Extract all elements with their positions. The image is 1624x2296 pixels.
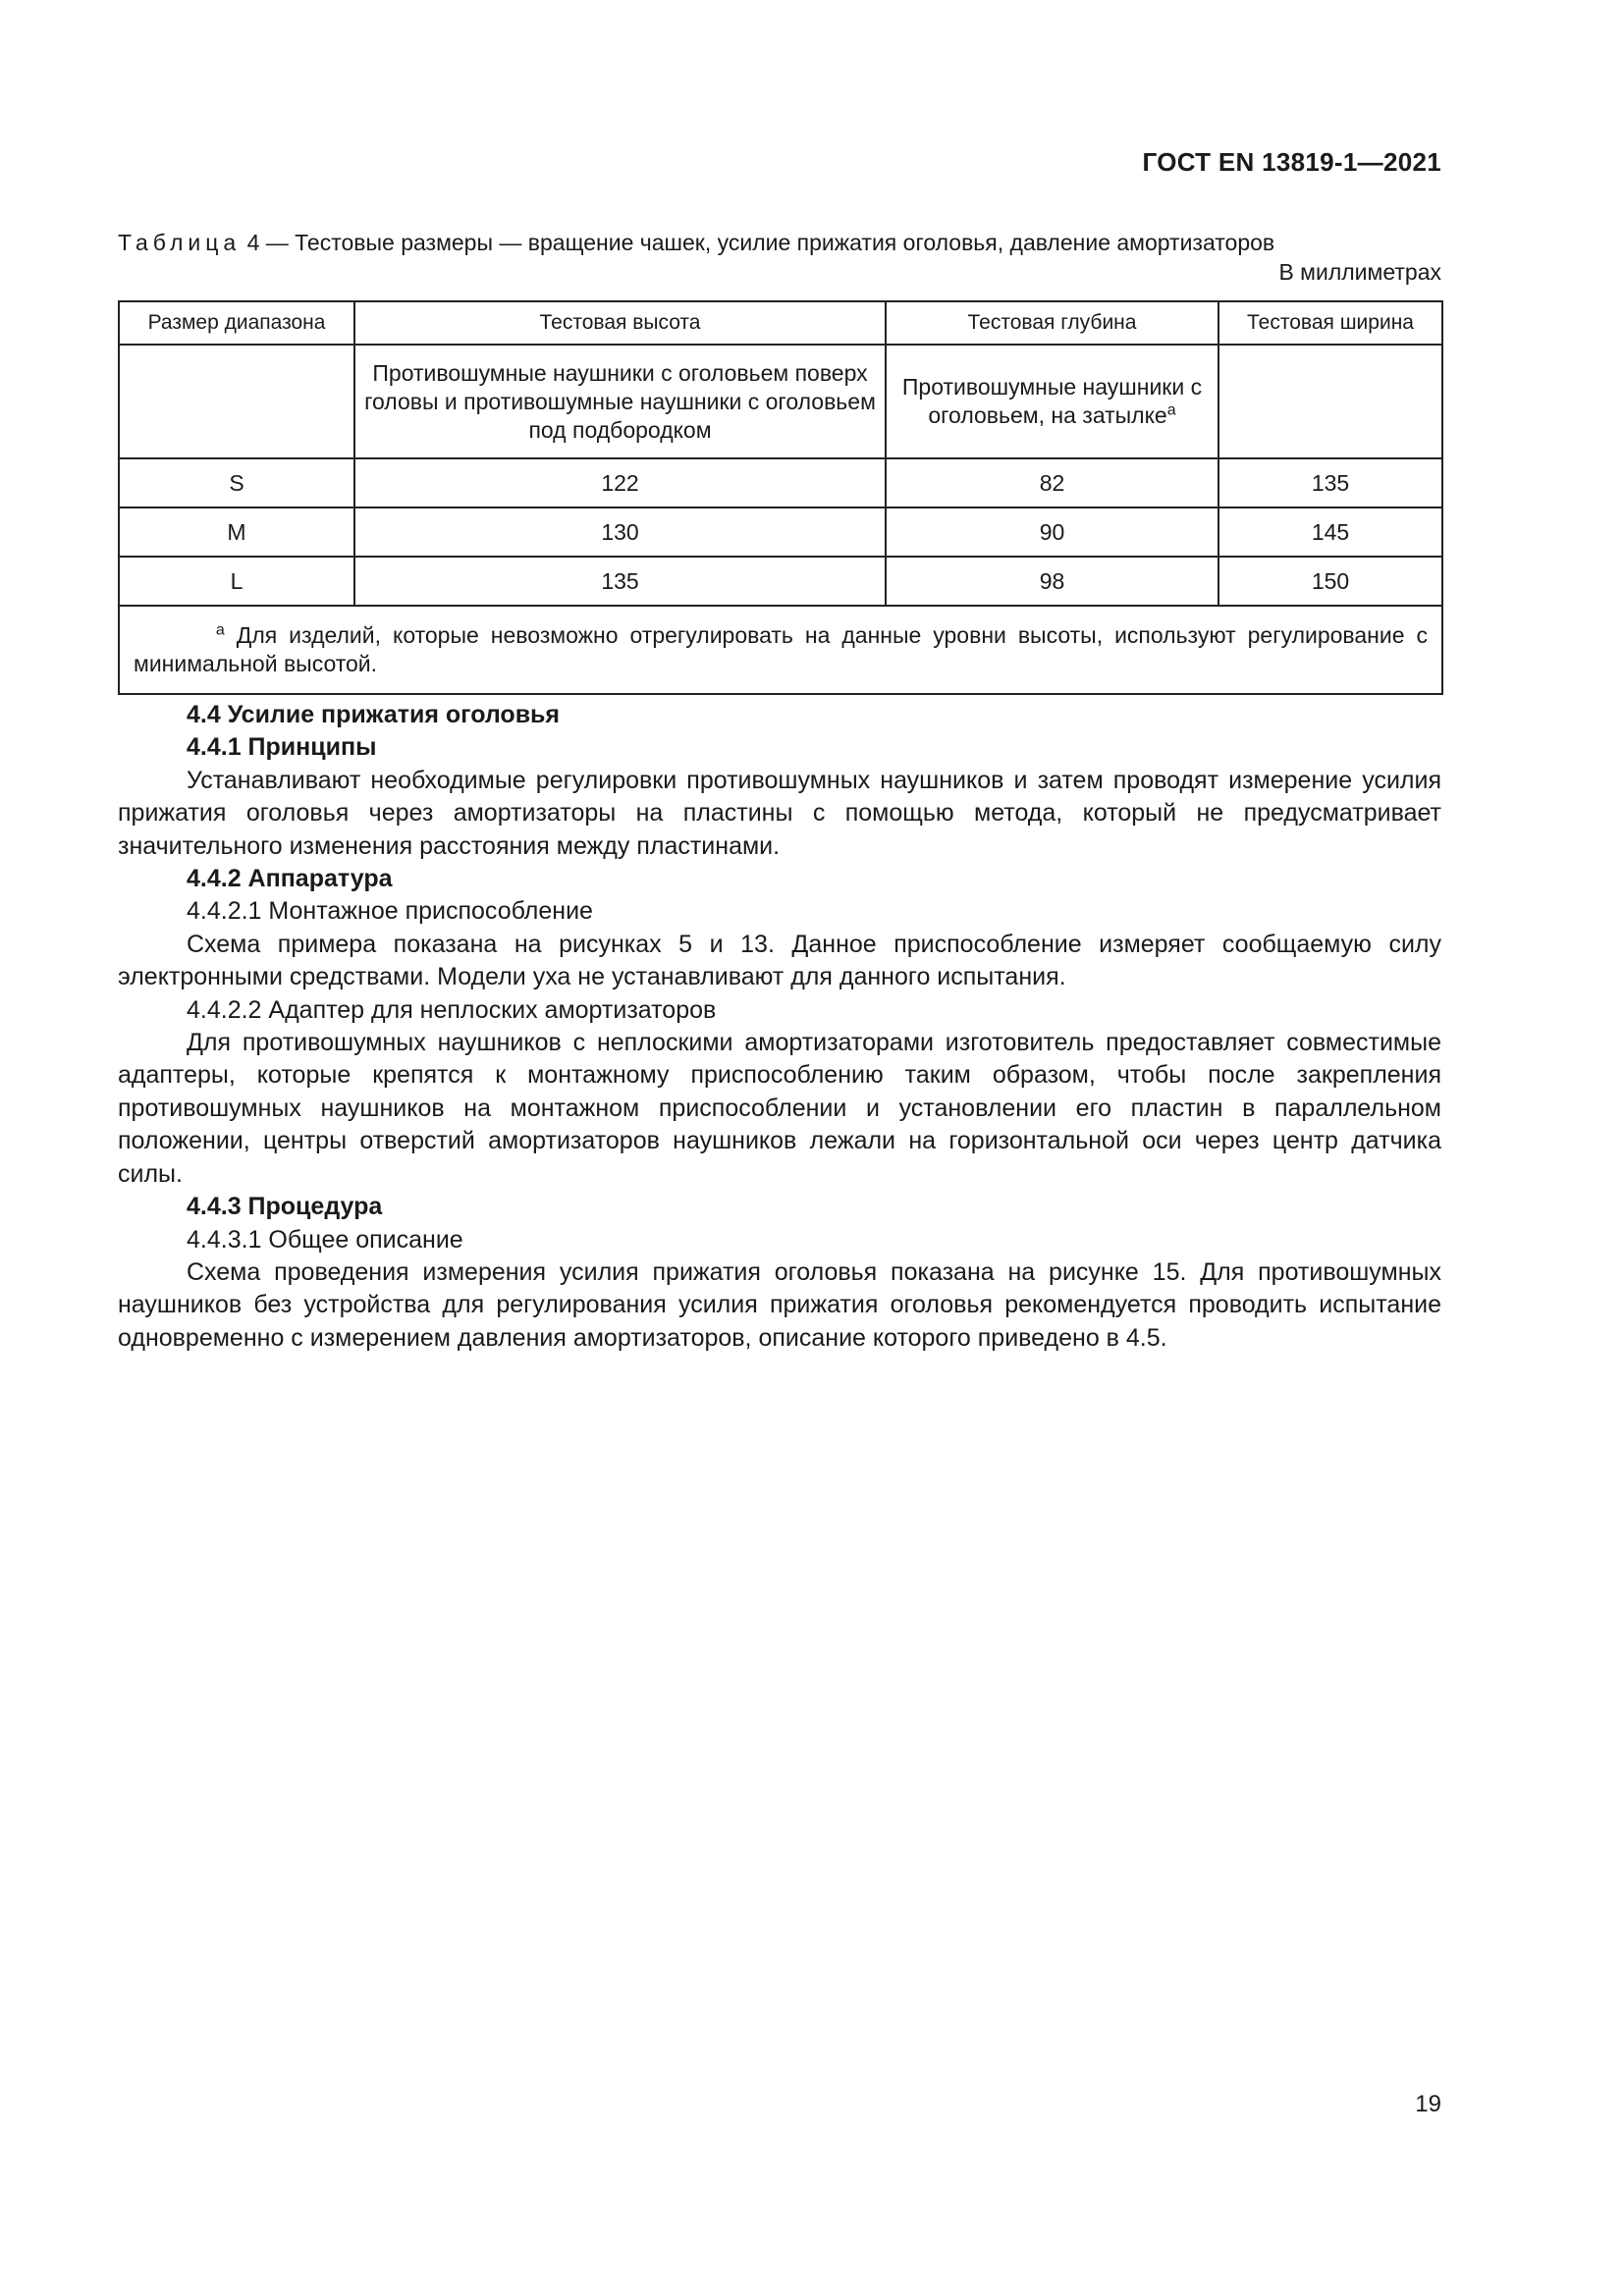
header-cell: Тестовая ширина <box>1218 301 1442 345</box>
header-cell: Тестовая глубина <box>886 301 1218 345</box>
header-cell: Тестовая высота <box>354 301 886 345</box>
table-cell: 135 <box>1218 458 1442 507</box>
document-code: ГОСТ EN 13819-1—2021 <box>1142 147 1441 177</box>
subheader-text: Противошумные наушники с оголовьем, на затылке <box>901 374 1203 428</box>
subheader-cell: Противошумные наушники с оголовьем поверх головы и противошумные наушники с оголовьем под подбородком <box>354 345 886 458</box>
header-cell: Размер диапазона <box>119 301 354 345</box>
paragraph: Устанавливают необходимые регулировки противошумных наушников и затем проводят измерение усилия прижатия оголовья через амортизаторы на пластины с помощью метода, который не предусматривает значительного изменения расстояния между пластинами. <box>118 766 1441 860</box>
table-footnote-row <box>119 606 1442 694</box>
subheader-cell <box>886 345 1218 458</box>
data-table <box>118 300 1443 695</box>
table-row <box>119 458 1442 507</box>
clause-heading: 4.4.2.1 Монтажное приспособление <box>187 897 593 926</box>
clause-heading: 4.4.2.2 Адаптер для неплоских амортизаторов <box>187 995 717 1024</box>
subheader-cell <box>1218 345 1442 458</box>
table-cell: 90 <box>886 507 1218 557</box>
table-caption <box>118 228 1441 287</box>
table-units: В миллиметрах <box>1278 259 1441 285</box>
table-cell: 130 <box>354 507 886 557</box>
table-cell: 150 <box>1218 557 1442 606</box>
table-footnote <box>119 606 1442 694</box>
footnote-marker: a <box>1166 401 1176 419</box>
footnote-text: Для изделий, которые невозможно отрегулировать на данные уровни высоты, используют регулирование с минимальной высотой. <box>134 622 1428 676</box>
table-cell: 98 <box>886 557 1218 606</box>
table-cell: S <box>119 458 354 507</box>
subsection-heading: 4.4.1 Принципы <box>187 733 377 762</box>
subheader-cell <box>119 345 354 458</box>
subsection-heading: 4.4.2 Аппаратура <box>187 865 393 893</box>
table-row <box>119 507 1442 557</box>
subsection-heading: 4.4.3 Процедура <box>187 1193 383 1221</box>
paragraph: Схема проведения измерения усилия прижатия оголовья показана на рисунке 15. Для противошумных наушников без устройства для регулирования усилия прижатия оголовья рекомендуется проводить испытание одновременно с измерением давления амортизаторов, описание которого приведено в 4.5. <box>118 1257 1441 1352</box>
table-cell: 145 <box>1218 507 1442 557</box>
table-header-row <box>119 301 1442 345</box>
page-number: 19 <box>1415 2091 1441 2117</box>
table-cell: 82 <box>886 458 1218 507</box>
paragraph: Для противошумных наушников с неплоскими амортизаторами изготовитель предоставляет совместимые адаптеры, которые крепятся к монтажному приспособлению таким образом, чтобы после закрепления противошумных наушников на монтажном приспособлении и установлении его пластин в параллельном положении, центры отверстий амортизаторов наушников лежали на горизонтальной оси через центр датчика силы. <box>118 1029 1441 1188</box>
section-heading: 4.4 Усилие прижатия оголовья <box>187 701 561 728</box>
clause-heading: 4.4.3.1 Общее описание <box>187 1225 463 1254</box>
table-caption-label: Таблица <box>118 230 242 255</box>
table-cell: 122 <box>354 458 886 507</box>
table-subheader-row <box>119 345 1442 458</box>
paragraph: Схема примера показана на рисунках 5 и 13. Данное приспособление измеряет сообщаемую силу электронными средствами. Модели уха не устанавливают для данного испытания. <box>118 930 1441 991</box>
table-cell: M <box>119 507 354 557</box>
table-cell: L <box>119 557 354 606</box>
body-text <box>118 699 1441 1355</box>
footnote-marker: a <box>215 621 225 639</box>
table-caption-title: 4 — Тестовые размеры — вращение чашек, усилие прижатия оголовья, давление амортизаторов <box>241 230 1275 255</box>
table-cell: 135 <box>354 557 886 606</box>
table-row <box>119 557 1442 606</box>
